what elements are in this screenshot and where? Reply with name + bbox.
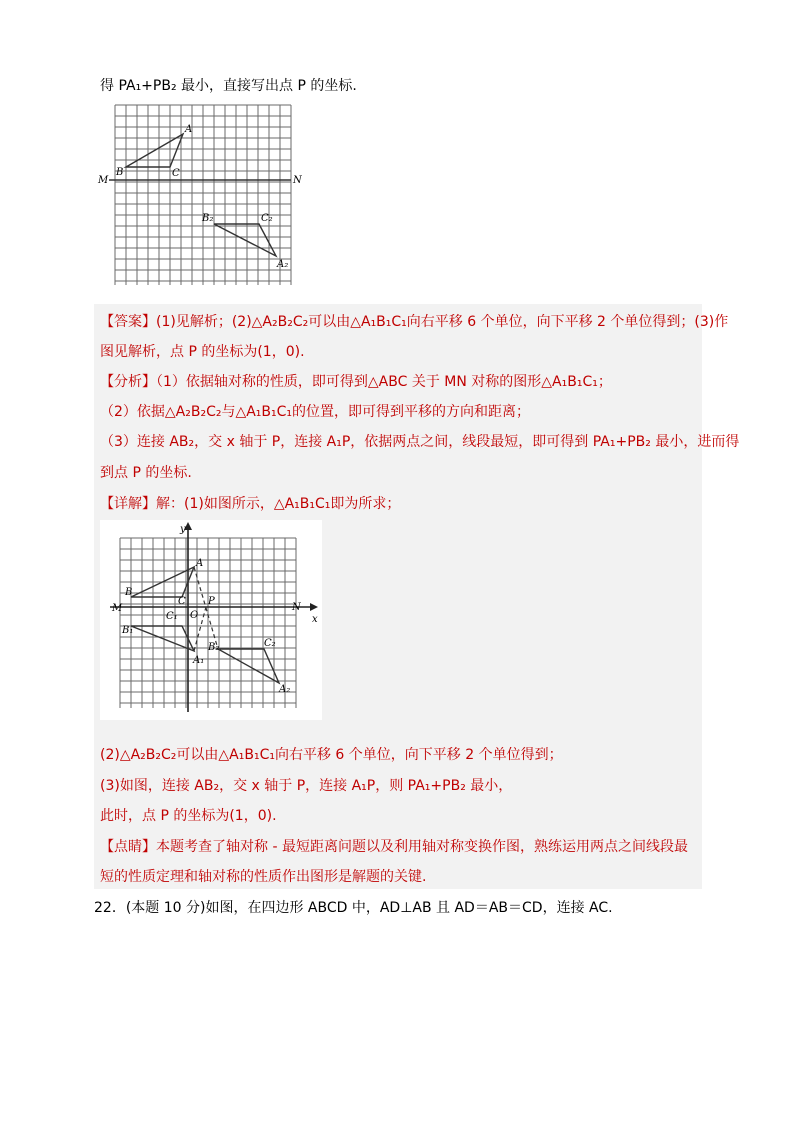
label-n: N [292, 602, 301, 613]
answer-line-1: 【答案】(1)见解析；(2)△A₂B₂C₂可以由△A₁B₁C₁向右平移 6 个单位，向下平移 2 个单位得到；(3)作 [100, 314, 729, 330]
answer-line-2: 图见解析，点 P 的坐标为(1，0). [100, 344, 305, 360]
label-y: y [180, 524, 186, 535]
label-a: A [185, 124, 193, 135]
question-22: 22．(本题 10 分)如图，在四边形 ABCD 中，AD⊥AB 且 AD＝AB＝CD，连接 AC. [94, 900, 613, 916]
label-a: A [196, 558, 204, 569]
label-b: B [125, 587, 133, 598]
grid-lines-2 [120, 538, 296, 708]
detail-line-4: 此时，点 P 的坐标为(1，0). [100, 808, 277, 824]
triangle-a1b1c1 [131, 626, 194, 651]
analysis-line-3: （3）连接 AB₂，交 x 轴于 P，连接 A₁P，依据两点之间，线段最短，即可得到 PA₁+PB₂ 最小，进而得 [100, 434, 740, 450]
analysis-line-2: （2）依据△A₂B₂C₂与△A₁B₁C₁的位置，即可得到平移的方向和距离； [100, 404, 531, 420]
label-a1: A₁ [193, 655, 205, 666]
grid-diagram-1 [95, 103, 305, 288]
detail-line-3: (3)如图，连接 AB₂，交 x 轴于 P，连接 A₁P，则 PA₁+PB₂ 最小， [100, 778, 513, 794]
question-tail: 得 PA₁+PB₂ 最小，直接写出点 P 的坐标. [100, 78, 357, 94]
comment-line-1: 【点睛】本题考查了轴对称 - 最短距离问题以及利用轴对称变换作图，熟练运用两点之间线段最 [100, 839, 688, 855]
analysis-line-4: 到点 P 的坐标. [100, 465, 192, 481]
comment-line-2: 短的性质定理和轴对称的性质作出图形是解题的关键. [100, 869, 427, 885]
label-c1: C₁ [166, 611, 178, 622]
detail-line-2: (2)△A₂B₂C₂可以由△A₁B₁C₁向右平移 6 个单位，向下平移 2 个单位得到； [100, 747, 563, 763]
label-a2: A₂ [279, 684, 291, 695]
grid-diagram-2 [100, 520, 322, 720]
label-m: M [112, 603, 123, 614]
label-c2: C₂ [264, 638, 276, 649]
label-b1: B₁ [122, 625, 134, 636]
triangle-a2b2c2-2 [218, 649, 279, 683]
label-b: B [116, 167, 124, 178]
label-n: N [293, 175, 302, 186]
label-b2: B₂ [202, 213, 214, 224]
label-m: M [98, 175, 109, 186]
triangle-a2b2c2 [214, 224, 276, 256]
label-c: C [172, 168, 180, 179]
label-x: x [312, 614, 318, 625]
label-c: C [178, 596, 186, 607]
label-o: O [190, 610, 199, 621]
analysis-line-1: 【分析】（1）依据轴对称的性质，即可得到△ABC 关于 MN 对称的图形△A₁B₁C₁； [100, 374, 612, 390]
detail-line-1: 【详解】解：(1)如图所示，△A₁B₁C₁即为所求； [100, 496, 401, 512]
label-b2: B₂ [208, 642, 220, 653]
label-c2: C₂ [261, 213, 273, 224]
grid-lines-1 [115, 105, 291, 285]
x-axis-arrow [310, 603, 318, 611]
label-a2: A₂ [277, 259, 289, 270]
label-p: P [208, 596, 215, 607]
triangle-abc [126, 134, 183, 167]
